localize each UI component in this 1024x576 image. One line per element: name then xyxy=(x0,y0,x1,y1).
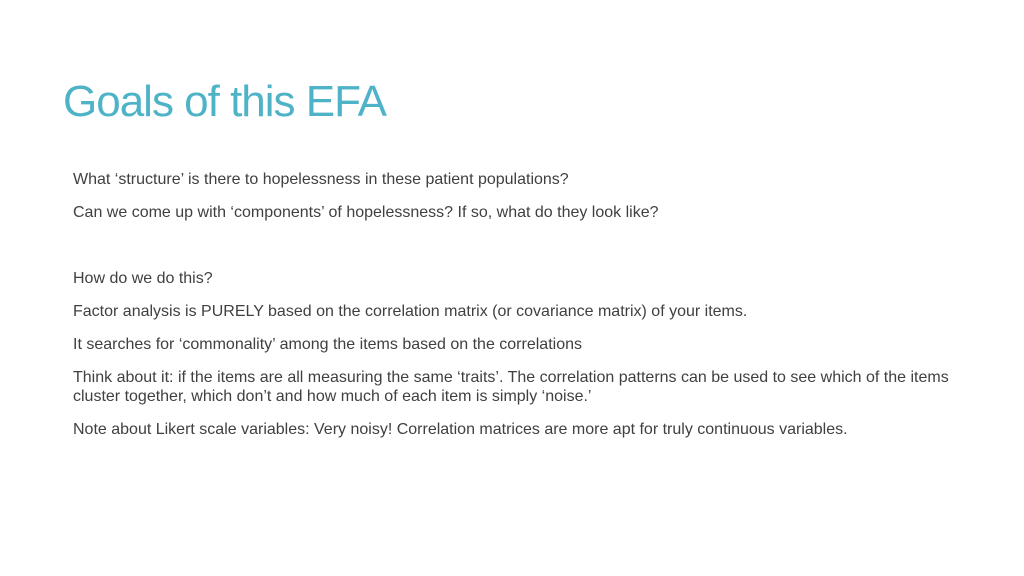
body-paragraph: Note about Likert scale variables: Very noisy! Correlation matrices are more apt for truly continuous variables. xyxy=(73,421,848,438)
slide-title: Goals of this EFA xyxy=(63,77,386,126)
body-paragraph: Can we come up with ‘components’ of hopelessness? If so, what do they look like? xyxy=(73,204,659,221)
body-paragraph: How do we do this? xyxy=(73,270,213,287)
slide-body xyxy=(73,170,963,453)
paragraph-spacer xyxy=(73,236,963,269)
body-paragraph: It searches for ‘commonality’ among the items based on the correlations xyxy=(73,336,582,353)
body-paragraph: Think about it: if the items are all measuring the same ‘traits’. The correlation patterns can be used to see which of the items cluster together, which don’t and how much of each item is simply ‘noise.’ xyxy=(73,369,949,405)
body-paragraph: Factor analysis is PURELY based on the correlation matrix (or covariance matrix) of your items. xyxy=(73,303,748,320)
body-paragraph: What ‘structure’ is there to hopelessness in these patient populations? xyxy=(73,171,569,188)
